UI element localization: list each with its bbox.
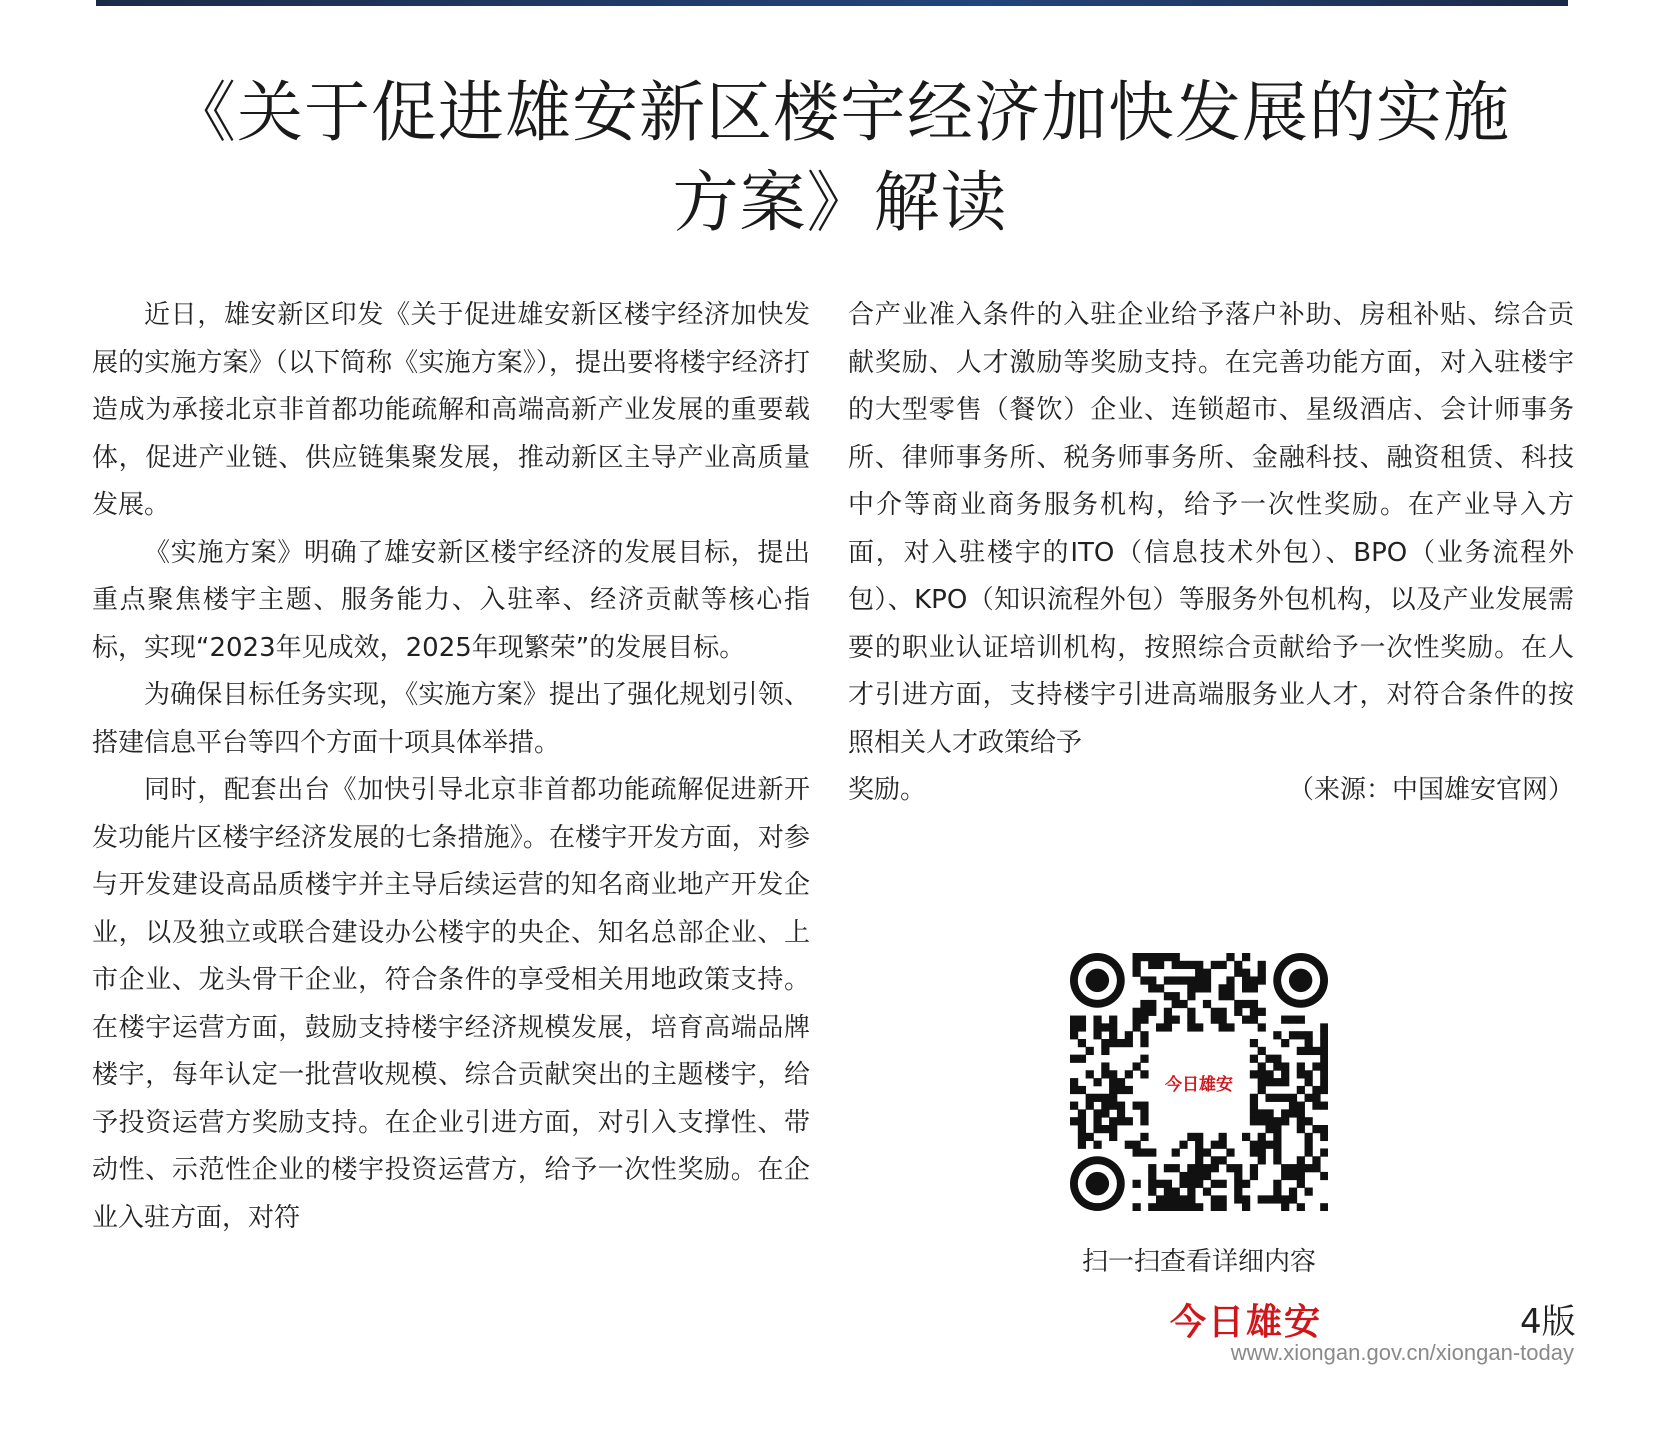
qr-caption: 扫一扫查看详细内容 xyxy=(1081,1247,1316,1277)
qr-center-logo: 今日雄安 xyxy=(1156,1039,1242,1125)
page-number: 4版 xyxy=(1520,1302,1576,1342)
closing-word: 奖励。 xyxy=(848,775,927,805)
paragraph-3: 为确保目标任务实现，《实施方案》提出了强化规划引领、搭建信息平台等四个方面十项具体举措。 xyxy=(92,680,810,758)
paragraph-1: 近日，雄安新区印发《关于促进雄安新区楼宇经济加快发展的实施方案》（以下简称《实施方案》），提出要将楼宇经济打造成为承接北京非首都功能疏解和高端高新产业发展的重要载体，促进产业链、供应链集聚发展，推动新区主导产业高质量发展。 xyxy=(92,300,810,520)
paragraph-2: 《实施方案》明确了雄安新区楼宇经济的发展目标，提出重点聚焦楼宇主题、服务能力、入驻率、经济贡献等核心指标，实现“2023年见成效，2025年现繁荣”的发展目标。 xyxy=(92,537,810,663)
paragraph-4-continued: 合产业准入条件的入驻企业给予落户补助、房租补贴、综合贡献奖励、人才激励等奖励支持。在完善功能方面，对入驻楼宇的大型零售（餐饮）企业、连锁超市、星级酒店、会计师事务所、律师事务所、税务师事务所、金融科技、融资租赁、科技中介等商业商务服务机构，给予一次性奖励。在产业导入方面，对入驻楼宇的ITO（信息技术外包）、BPO（业务流程外包）、KPO（知识流程外包）等服务外包机构，以及产业发展需要的职业认证培训机构，按照综合贡献给予一次性奖励。在人才引进方面，支持楼宇引进高端服务业人才，对符合条件的按照相关人才政策给予 xyxy=(848,300,1574,758)
top-accent-bar xyxy=(96,0,1568,6)
closing-line xyxy=(848,767,1574,815)
article-column-right xyxy=(848,292,1574,815)
article-column-left xyxy=(92,292,810,1242)
brand-logo: 今日雄安 xyxy=(1170,1301,1323,1343)
title-line-2: 方案》解读 xyxy=(672,164,1008,241)
source-credit: （来源：中国雄安官网） xyxy=(1287,775,1574,805)
qr-code[interactable] xyxy=(1070,953,1328,1211)
site-url[interactable]: www.xiongan.gov.cn/xiongan-today xyxy=(1230,1340,1574,1365)
title-line-1: 《关于促进雄安新区楼宇经济加快发展的实施 xyxy=(170,74,1510,151)
paragraph-4: 同时，配套出台《加快引导北京非首都功能疏解促进新开发功能片区楼宇经济发展的七条措施》。在楼宇开发方面，对参与开发建设高品质楼宇并主导后续运营的知名商业地产开发企业，以及独立或联合建设办公楼宇的央企、知名总部企业、上市企业、龙头骨干企业，符合条件的享受相关用地政策支持。在楼宇运营方面，鼓励支持楼宇经济规模发展，培育高端品牌楼宇，每年认定一批营收规模、综合贡献突出的主题楼宇，给予投资运营方奖励支持。在企业引进方面，对引入支撑性、带动性、示范性企业的楼宇投资运营方，给予一次性奖励。在企业入驻方面，对符 xyxy=(92,775,810,1233)
article-title xyxy=(120,68,1560,248)
